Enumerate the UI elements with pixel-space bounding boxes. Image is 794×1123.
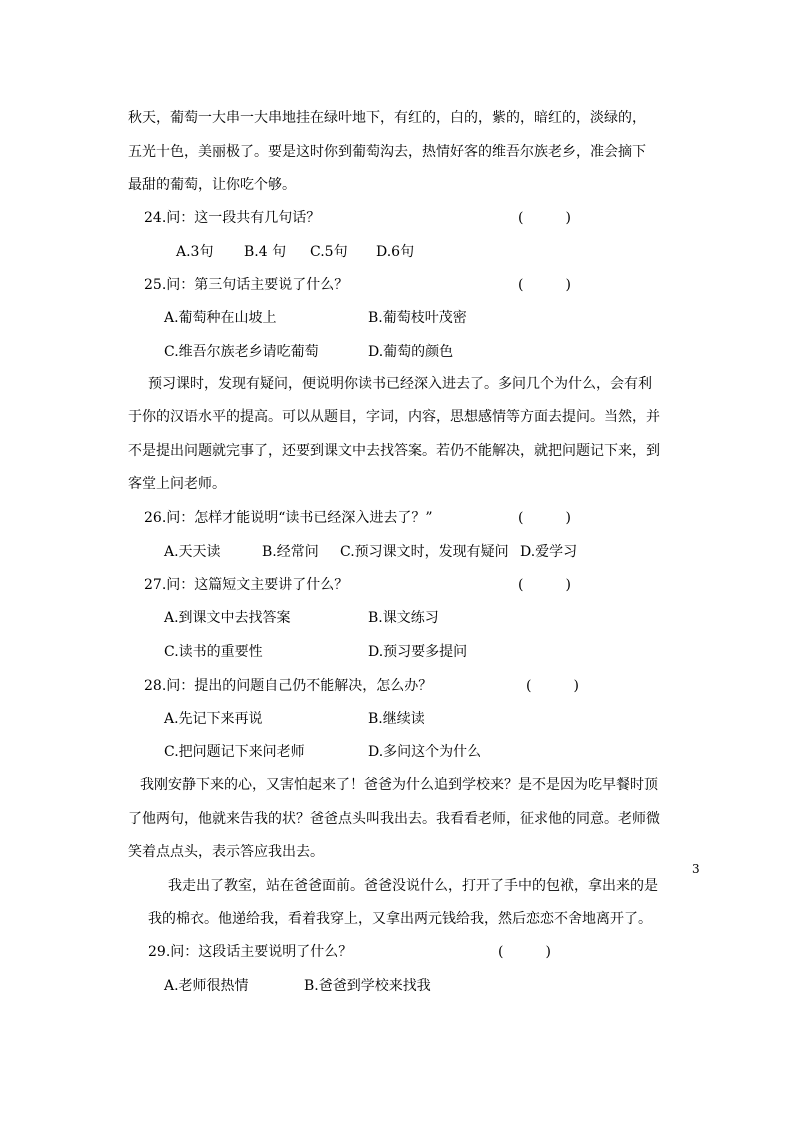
passage2-line: 客堂上问老师。 — [128, 476, 226, 492]
option-24-a[interactable]: A.3句 — [176, 244, 214, 260]
answer-blank-26[interactable]: ( ) — [518, 510, 571, 526]
question-24: 24.问：这一段共有几句话？ — [144, 210, 321, 226]
option-26-d[interactable]: D.爱学习 — [520, 544, 578, 560]
question-25: 25.问：第三句话主要说了什么？ — [144, 277, 349, 293]
option-24-b[interactable]: B.4 句 — [244, 244, 287, 260]
option-27-d[interactable]: D.预习要多提问 — [368, 644, 468, 660]
answer-blank-29[interactable]: ( ) — [498, 944, 551, 960]
passage2-line: 不是提出问题就完事了，还要到课文中去找答案。若仍不能解决，就把问题记下来，到 — [128, 443, 660, 459]
question-26: 26.问：怎样才能说明“读书已经深入进去了？” — [144, 510, 433, 526]
passage1-line: 秋天，葡萄一大串一大串地挂在绿叶地下，有红的，白的，紫的，暗红的，淡绿的， — [128, 110, 646, 126]
passage3-line: 笑着点点头，表示答应我出去。 — [128, 844, 324, 860]
passage1-line: 最甜的葡萄，让你吃个够。 — [128, 177, 296, 193]
question-28: 28.问：提出的问题自己仍不能解决，怎么办？ — [144, 678, 433, 694]
question-29: 29.问：这段话主要说明了什么？ — [148, 944, 353, 960]
option-25-d[interactable]: D.葡萄的颜色 — [368, 344, 454, 360]
option-28-a[interactable]: A.先记下来再说 — [164, 711, 263, 727]
page-number: 3 — [692, 862, 700, 876]
passage3-line: 我刚安静下来的心，又害怕起来了！爸爸为什么追到学校来？是不是因为吃早餐时顶 — [140, 777, 658, 793]
passage2-line: 于你的汉语水平的提高。可以从题目，字词，内容，思想感情等方面去提问。当然，并 — [128, 409, 660, 425]
option-26-a[interactable]: A.天天读 — [164, 544, 221, 560]
option-27-c[interactable]: C.读书的重要性 — [164, 644, 263, 660]
answer-blank-24[interactable]: ( ) — [518, 210, 571, 226]
option-29-a[interactable]: A.老师很热情 — [164, 978, 249, 994]
passage1-line: 五光十色，美丽极了。要是这时你到葡萄沟去，热情好客的维吾尔族老乡，准会摘下 — [128, 144, 646, 160]
answer-blank-25[interactable]: ( ) — [518, 277, 571, 293]
option-26-b[interactable]: B.经常问 — [262, 544, 319, 560]
option-28-c[interactable]: C.把问题记下来问老师 — [164, 744, 305, 760]
option-25-b[interactable]: B.葡萄枝叶茂密 — [368, 310, 467, 326]
answer-blank-28[interactable]: ( ) — [526, 678, 579, 694]
option-28-d[interactable]: D.多问这个为什么 — [368, 744, 482, 760]
passage3-line: 了他两句，他就来告我的状？爸爸点头叫我出去。我看看老师，征求他的同意。老师微 — [128, 811, 660, 827]
option-25-a[interactable]: A.葡萄种在山坡上 — [164, 310, 277, 326]
option-27-a[interactable]: A.到课文中去找答案 — [164, 610, 291, 626]
passage2-line: 预习课时，发现有疑问，便说明你读书已经深入进去了。多问几个为什么，会有利 — [148, 376, 652, 392]
option-27-b[interactable]: B.课文练习 — [368, 610, 439, 626]
option-25-c[interactable]: C.维吾尔族老乡请吃葡萄 — [164, 344, 319, 360]
option-29-b[interactable]: B.爸爸到学校来找我 — [304, 978, 431, 994]
option-26-c[interactable]: C.预习课文时，发现有疑问 — [340, 544, 509, 560]
passage4-line: 我的棉衣。他递给我，看着我穿上，又拿出两元钱给我，然后恋恋不舍地离开了。 — [148, 911, 652, 927]
passage4-line: 我走出了教室，站在爸爸面前。爸爸没说什么，打开了手中的包袱，拿出来的是 — [168, 878, 658, 894]
option-24-d[interactable]: D.6句 — [376, 244, 415, 260]
question-27: 27.问：这篇短文主要讲了什么？ — [144, 577, 349, 593]
option-24-c[interactable]: C.5句 — [310, 244, 348, 260]
answer-blank-27[interactable]: ( ) — [518, 577, 571, 593]
option-28-b[interactable]: B.继续读 — [368, 711, 425, 727]
